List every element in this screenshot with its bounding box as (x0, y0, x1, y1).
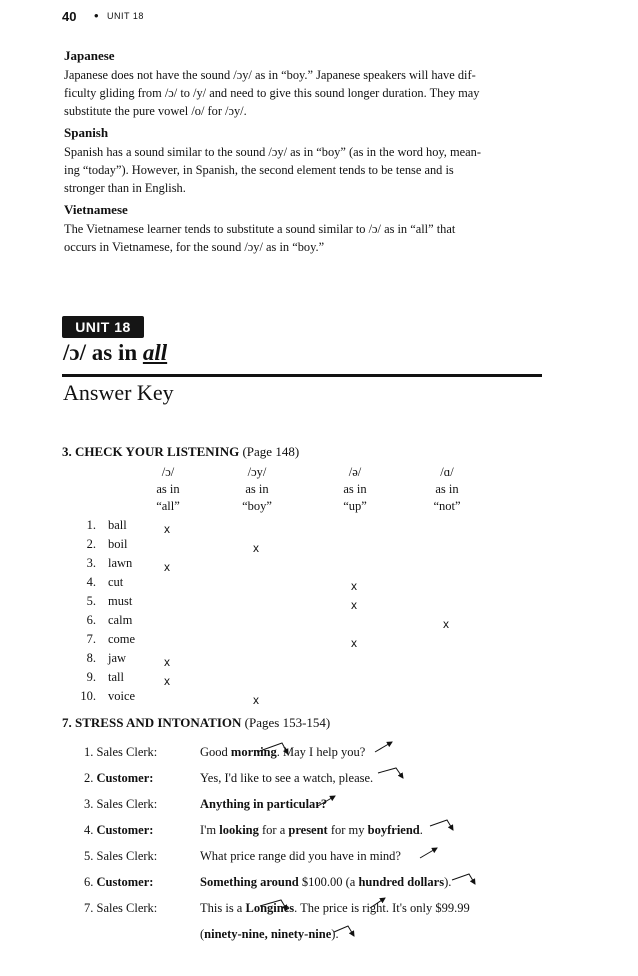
text-line: Spanish has a sound similar to the sound /ɔy/ as in “boy” (as in the word hoy, mean- (64, 145, 481, 159)
header-unit-label: UNIT 18 (107, 11, 144, 21)
row-word: boil (108, 537, 128, 551)
dialogue-segment: ). (331, 927, 339, 941)
language-heading-japanese: Japanese (64, 48, 115, 63)
dialogue-line-number: 2. (84, 771, 94, 785)
section-title-text: 7. STRESS AND INTONATION (62, 715, 242, 730)
dialogue-segment: . (419, 823, 423, 837)
section-title-text: 3. CHECK YOUR LISTENING (62, 444, 240, 459)
column-header-symbol: /ə/ (348, 465, 362, 479)
header-separator: • (94, 8, 99, 23)
intonation-arrow (420, 848, 437, 858)
text-line: The Vietnamese learner tends to substitute a sound similar to /ɔ/ as in “all” that (64, 222, 456, 236)
dialogue-line-number: 3. (84, 797, 94, 811)
row-word: ball (108, 518, 127, 532)
unit-title-word: all (142, 340, 168, 365)
dialogue-segment: Anything in particular? (200, 797, 328, 811)
row-number: 8. (86, 651, 96, 665)
intonation-arrow (430, 820, 453, 830)
row-word: voice (108, 689, 136, 703)
dialogue-segment: $100.00 (a (298, 875, 359, 889)
speaker-label: Customer: (96, 823, 154, 837)
answer-key-heading: Answer Key (63, 380, 174, 405)
row-word: lawn (108, 556, 133, 570)
speaker-label: Sales Clerk: (96, 901, 158, 915)
dialogue-segment: morning (230, 745, 277, 759)
speaker-label: Customer: (96, 875, 154, 889)
row-word: tall (108, 670, 124, 684)
language-heading-vietnamese: Vietnamese (64, 202, 128, 217)
text-line: Japanese does not have the sound /ɔy/ as in “boy.” Japanese speakers will have dif- (64, 68, 476, 82)
dialogue-line-number: 1. (84, 745, 94, 759)
language-heading-spanish: Spanish (64, 125, 109, 140)
speaker-label: Customer: (96, 771, 154, 785)
dialogue-line-number: 7. (84, 901, 94, 915)
answer-mark: x (351, 636, 357, 650)
text-line: substitute the pure vowel /o/ for /ɔy/. (64, 104, 247, 118)
dialogue-segment: Yes, I'd like to see a watch, please. (200, 771, 374, 785)
answer-mark: x (351, 579, 357, 593)
dialogue-segment: dollars (407, 875, 445, 889)
dialogue-segment: Longines (245, 901, 295, 915)
column-header-symbol: /ɔy/ (247, 465, 267, 479)
dialogue-segment: boyfriend (367, 823, 420, 837)
row-word: calm (108, 613, 133, 627)
column-header-symbol: /ɔ/ (161, 465, 175, 479)
dialogue-segment: I'm (200, 823, 220, 837)
column-header-example: “boy” (242, 499, 272, 513)
row-word: must (108, 594, 133, 608)
dialogue-segment: Something around (200, 875, 299, 889)
text-line: ficulty gliding from /ɔ/ to /y/ and need to give this sound longer duration. They may (64, 86, 480, 100)
section-pages: (Pages 153-154) (244, 715, 331, 730)
row-number: 7. (86, 632, 96, 646)
answer-mark: x (443, 617, 449, 631)
row-number: 6. (86, 613, 96, 627)
row-number: 10. (80, 689, 96, 703)
dialogue-segment: ( (200, 927, 205, 941)
intonation-arrow (257, 743, 288, 754)
column-header-as-in: as in (245, 482, 269, 496)
dialogue-line-number: 5. (84, 849, 94, 863)
column-header-as-in: as in (156, 482, 180, 496)
text-line: occurs in Vietnamese, for the sound /ɔy/ as in “boy.” (64, 240, 325, 254)
intonation-arrow (334, 926, 354, 936)
unit-title-sound: /ɔ/ as in (63, 340, 143, 365)
answer-mark: x (164, 674, 170, 688)
answer-mark: x (164, 522, 170, 536)
dialogue-segment: . May I help you? (276, 745, 366, 759)
row-word: cut (108, 575, 124, 589)
dialogue-line-number: 6. (84, 875, 94, 889)
row-number: 5. (86, 594, 96, 608)
intonation-arrow (452, 874, 475, 884)
text-line: stronger than in English. (64, 181, 186, 195)
column-header-example: “all” (156, 499, 180, 513)
dialogue-segment: looking (219, 823, 259, 837)
row-number: 2. (86, 537, 96, 551)
answer-mark: x (164, 560, 170, 574)
dialogue-segment: What price range did you have in mind? (200, 849, 401, 863)
dialogue-segment: for my (327, 823, 368, 837)
dialogue-segment: Good (200, 745, 231, 759)
unit-badge: UNIT 18 (62, 316, 144, 338)
row-word: come (108, 632, 136, 646)
dialogue-segment: for a (258, 823, 289, 837)
dialogue-segment: This is a (200, 901, 246, 915)
dialogue-segment: hundred (358, 875, 405, 889)
page-number: 40 (62, 9, 77, 24)
column-header-as-in: as in (343, 482, 367, 496)
intonation-arrow (260, 900, 287, 910)
dialogue-segment: present (288, 823, 328, 837)
section-pages: (Page 148) (242, 444, 300, 459)
row-number: 4. (86, 575, 96, 589)
answer-mark: x (253, 693, 259, 707)
column-header-symbol: /ɑ/ (440, 465, 454, 479)
intonation-arrow (375, 742, 392, 752)
answer-mark: x (164, 655, 170, 669)
dialogue-segment: ninety-nine, ninety-nine (204, 927, 332, 941)
answer-mark: x (351, 598, 357, 612)
text-line: ing “today”). However, in Spanish, the second element tends to be tense and is (64, 163, 454, 177)
column-header-as-in: as in (435, 482, 459, 496)
intonation-arrow (318, 796, 335, 806)
speaker-label: Sales Clerk: (96, 745, 158, 759)
intonation-arrow (378, 768, 403, 778)
row-number: 1. (86, 518, 96, 532)
speaker-label: Sales Clerk: (96, 849, 158, 863)
dialogue-segment: . The price is right. It's only $99.99 (294, 901, 470, 915)
dialogue-line-number: 4. (84, 823, 94, 837)
answer-mark: x (253, 541, 259, 555)
column-header-example: “up” (343, 499, 367, 513)
row-number: 9. (86, 670, 96, 684)
dialogue-segment: ). (444, 875, 452, 889)
intonation-arrow (370, 898, 385, 908)
column-header-example: “not” (433, 499, 461, 513)
row-word: jaw (108, 651, 127, 665)
speaker-label: Sales Clerk: (96, 797, 158, 811)
row-number: 3. (86, 556, 96, 570)
